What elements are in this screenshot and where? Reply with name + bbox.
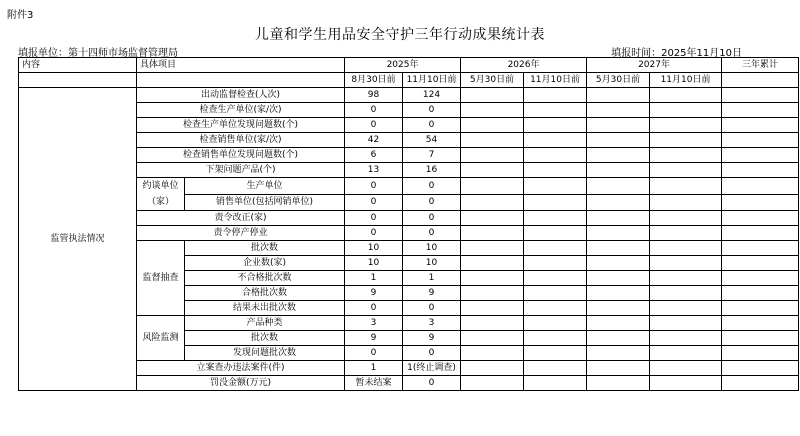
value-empty [722, 271, 799, 286]
value-empty [524, 211, 587, 226]
value-2025-aug30: 98 [345, 88, 403, 103]
item-label: 检查销售单位(家/次) [137, 133, 345, 148]
fill-unit: 填报单位：第十四师市场监督管理局 [18, 48, 178, 59]
value-empty [722, 178, 799, 195]
value-empty [650, 316, 722, 331]
value-2025-aug30: 0 [345, 211, 403, 226]
item-label: 生产单位 [185, 178, 345, 195]
value-2025-nov10: 16 [403, 163, 461, 178]
value-empty [587, 133, 650, 148]
item-label: 责令改正(家) [137, 211, 345, 226]
value-empty [650, 376, 722, 391]
header-blank [722, 73, 799, 88]
value-2025-aug30: 1 [345, 271, 403, 286]
value-empty [722, 226, 799, 241]
statistics-table [18, 57, 799, 391]
value-2025-aug30: 13 [345, 163, 403, 178]
header-2025: 2025年 [345, 58, 461, 73]
value-empty [461, 286, 524, 301]
value-2025-aug30: 10 [345, 241, 403, 256]
value-empty [461, 163, 524, 178]
value-empty [461, 194, 524, 211]
value-empty [461, 178, 524, 195]
header-total: 三年累计 [722, 58, 799, 73]
value-empty [650, 256, 722, 271]
value-empty [524, 148, 587, 163]
value-empty [461, 226, 524, 241]
value-empty [587, 194, 650, 211]
value-empty [587, 346, 650, 361]
value-empty [587, 271, 650, 286]
value-empty [650, 148, 722, 163]
value-empty [587, 118, 650, 133]
group-label: 监督抽查 [137, 241, 185, 316]
value-2025-aug30: 0 [345, 178, 403, 195]
value-empty [650, 194, 722, 211]
value-empty [650, 133, 722, 148]
value-empty [722, 346, 799, 361]
item-label: 批次数 [185, 241, 345, 256]
value-2025-nov10: 0 [403, 194, 461, 211]
value-empty [461, 346, 524, 361]
value-empty [722, 118, 799, 133]
value-2025-nov10: 7 [403, 148, 461, 163]
value-empty [587, 241, 650, 256]
value-empty [650, 211, 722, 226]
value-empty [722, 361, 799, 376]
value-2025-nov10: 0 [403, 178, 461, 195]
value-empty [524, 163, 587, 178]
value-empty [461, 118, 524, 133]
value-empty [722, 376, 799, 391]
value-empty [722, 331, 799, 346]
header-blank [19, 73, 137, 88]
value-empty [722, 211, 799, 226]
value-empty [461, 241, 524, 256]
value-empty [524, 271, 587, 286]
header-blank [137, 73, 345, 88]
value-2025-aug30: 0 [345, 226, 403, 241]
value-2025-nov10: 0 [403, 346, 461, 361]
value-2025-nov10: 9 [403, 331, 461, 346]
value-empty [650, 226, 722, 241]
value-2025-aug30: 9 [345, 331, 403, 346]
value-empty [722, 256, 799, 271]
value-empty [650, 88, 722, 103]
item-label: 发现问题批次数 [185, 346, 345, 361]
value-empty [524, 241, 587, 256]
value-empty [524, 376, 587, 391]
value-empty [461, 133, 524, 148]
value-2025-nov10: 0 [403, 301, 461, 316]
value-empty [650, 103, 722, 118]
item-label: 立案查办违法案件(件) [137, 361, 345, 376]
value-empty [587, 316, 650, 331]
value-empty [461, 211, 524, 226]
page-title: 儿童和学生用品安全守护三年行动成果统计表 [255, 27, 545, 43]
value-2025-aug30: 10 [345, 256, 403, 271]
value-empty [524, 256, 587, 271]
value-empty [461, 103, 524, 118]
item-label: 出动监督检查(人次) [137, 88, 345, 103]
value-empty [524, 133, 587, 148]
value-empty [587, 331, 650, 346]
value-empty [461, 301, 524, 316]
table-row [19, 88, 799, 103]
value-2025-nov10: 0 [403, 376, 461, 391]
value-empty [587, 361, 650, 376]
value-empty [461, 271, 524, 286]
value-empty [650, 163, 722, 178]
value-2025-nov10: 9 [403, 286, 461, 301]
value-2025-nov10: 3 [403, 316, 461, 331]
value-2025-aug30: 42 [345, 133, 403, 148]
value-empty [524, 301, 587, 316]
value-empty [524, 88, 587, 103]
header-row-2 [19, 73, 799, 88]
header-2026-nov10: 11月10日前 [524, 73, 587, 88]
item-label: 下架问题产品(个) [137, 163, 345, 178]
item-label: 销售单位(包括网销单位) [185, 194, 345, 211]
value-empty [650, 301, 722, 316]
header-2026-may30: 5月30日前 [461, 73, 524, 88]
header-item: 具体项目 [137, 58, 345, 73]
value-2025-nov10: 1 [403, 271, 461, 286]
value-empty [587, 226, 650, 241]
fill-date: 填报时间：2025年11月10日 [611, 48, 742, 59]
value-2025-nov10: 54 [403, 133, 461, 148]
value-2025-nov10: 0 [403, 103, 461, 118]
header-2027-may30: 5月30日前 [587, 73, 650, 88]
value-empty [524, 316, 587, 331]
item-label: 罚没金额(万元) [137, 376, 345, 391]
header-2025-aug30: 8月30日前 [345, 73, 403, 88]
section-label: 监管执法情况 [19, 88, 137, 391]
item-label: 检查销售单位发现问题数(个) [137, 148, 345, 163]
value-empty [587, 148, 650, 163]
item-label: 产品种类 [185, 316, 345, 331]
item-label: 合格批次数 [185, 286, 345, 301]
header-2026: 2026年 [461, 58, 587, 73]
value-empty [587, 88, 650, 103]
value-empty [650, 118, 722, 133]
value-2025-aug30: 暂未结案 [345, 376, 403, 391]
item-label: 不合格批次数 [185, 271, 345, 286]
value-empty [524, 286, 587, 301]
value-empty [524, 103, 587, 118]
value-2025-nov10: 10 [403, 256, 461, 271]
value-empty [722, 88, 799, 103]
value-2025-nov10: 1(终止调查) [403, 361, 461, 376]
value-empty [587, 256, 650, 271]
value-empty [722, 194, 799, 211]
value-empty [461, 148, 524, 163]
item-label: 责令停产停业 [137, 226, 345, 241]
value-empty [650, 361, 722, 376]
value-empty [587, 286, 650, 301]
value-2025-aug30: 1 [345, 361, 403, 376]
group-label: 约谈单位 （家） [137, 178, 185, 211]
value-2025-aug30: 6 [345, 148, 403, 163]
value-2025-aug30: 9 [345, 286, 403, 301]
value-empty [524, 194, 587, 211]
value-2025-aug30: 0 [345, 118, 403, 133]
value-empty [587, 178, 650, 195]
value-2025-aug30: 0 [345, 194, 403, 211]
value-2025-nov10: 0 [403, 211, 461, 226]
value-empty [461, 316, 524, 331]
value-2025-aug30: 0 [345, 346, 403, 361]
value-empty [461, 376, 524, 391]
value-empty [722, 286, 799, 301]
value-empty [524, 346, 587, 361]
value-2025-aug30: 3 [345, 316, 403, 331]
value-empty [722, 301, 799, 316]
item-label: 企业数(家) [185, 256, 345, 271]
value-empty [587, 163, 650, 178]
item-label: 检查生产单位(家/次) [137, 103, 345, 118]
header-row-1 [19, 58, 799, 73]
value-empty [461, 361, 524, 376]
value-2025-aug30: 0 [345, 103, 403, 118]
value-empty [650, 331, 722, 346]
attachment-label: 附件3 [7, 10, 34, 21]
value-empty [650, 271, 722, 286]
value-empty [650, 241, 722, 256]
value-2025-nov10: 124 [403, 88, 461, 103]
value-2025-aug30: 0 [345, 301, 403, 316]
value-empty [524, 178, 587, 195]
value-empty [524, 361, 587, 376]
item-label: 结果未出批次数 [185, 301, 345, 316]
item-label: 批次数 [185, 331, 345, 346]
value-2025-nov10: 0 [403, 226, 461, 241]
value-2025-nov10: 10 [403, 241, 461, 256]
value-empty [722, 316, 799, 331]
value-empty [524, 118, 587, 133]
value-empty [461, 256, 524, 271]
value-empty [650, 178, 722, 195]
header-content: 内容 [19, 58, 137, 73]
value-empty [722, 103, 799, 118]
value-empty [722, 148, 799, 163]
value-empty [722, 133, 799, 148]
value-empty [722, 163, 799, 178]
value-2025-nov10: 0 [403, 118, 461, 133]
value-empty [650, 286, 722, 301]
header-2027-nov10: 11月10日前 [650, 73, 722, 88]
value-empty [524, 331, 587, 346]
value-empty [587, 376, 650, 391]
group-label: 风险监测 [137, 316, 185, 361]
value-empty [587, 211, 650, 226]
header-2027: 2027年 [587, 58, 722, 73]
value-empty [524, 226, 587, 241]
item-label: 检查生产单位发现问题数(个) [137, 118, 345, 133]
value-empty [461, 331, 524, 346]
value-empty [722, 241, 799, 256]
value-empty [587, 103, 650, 118]
value-empty [461, 88, 524, 103]
value-empty [587, 301, 650, 316]
header-2025-nov10: 11月10日前 [403, 73, 461, 88]
value-empty [650, 346, 722, 361]
